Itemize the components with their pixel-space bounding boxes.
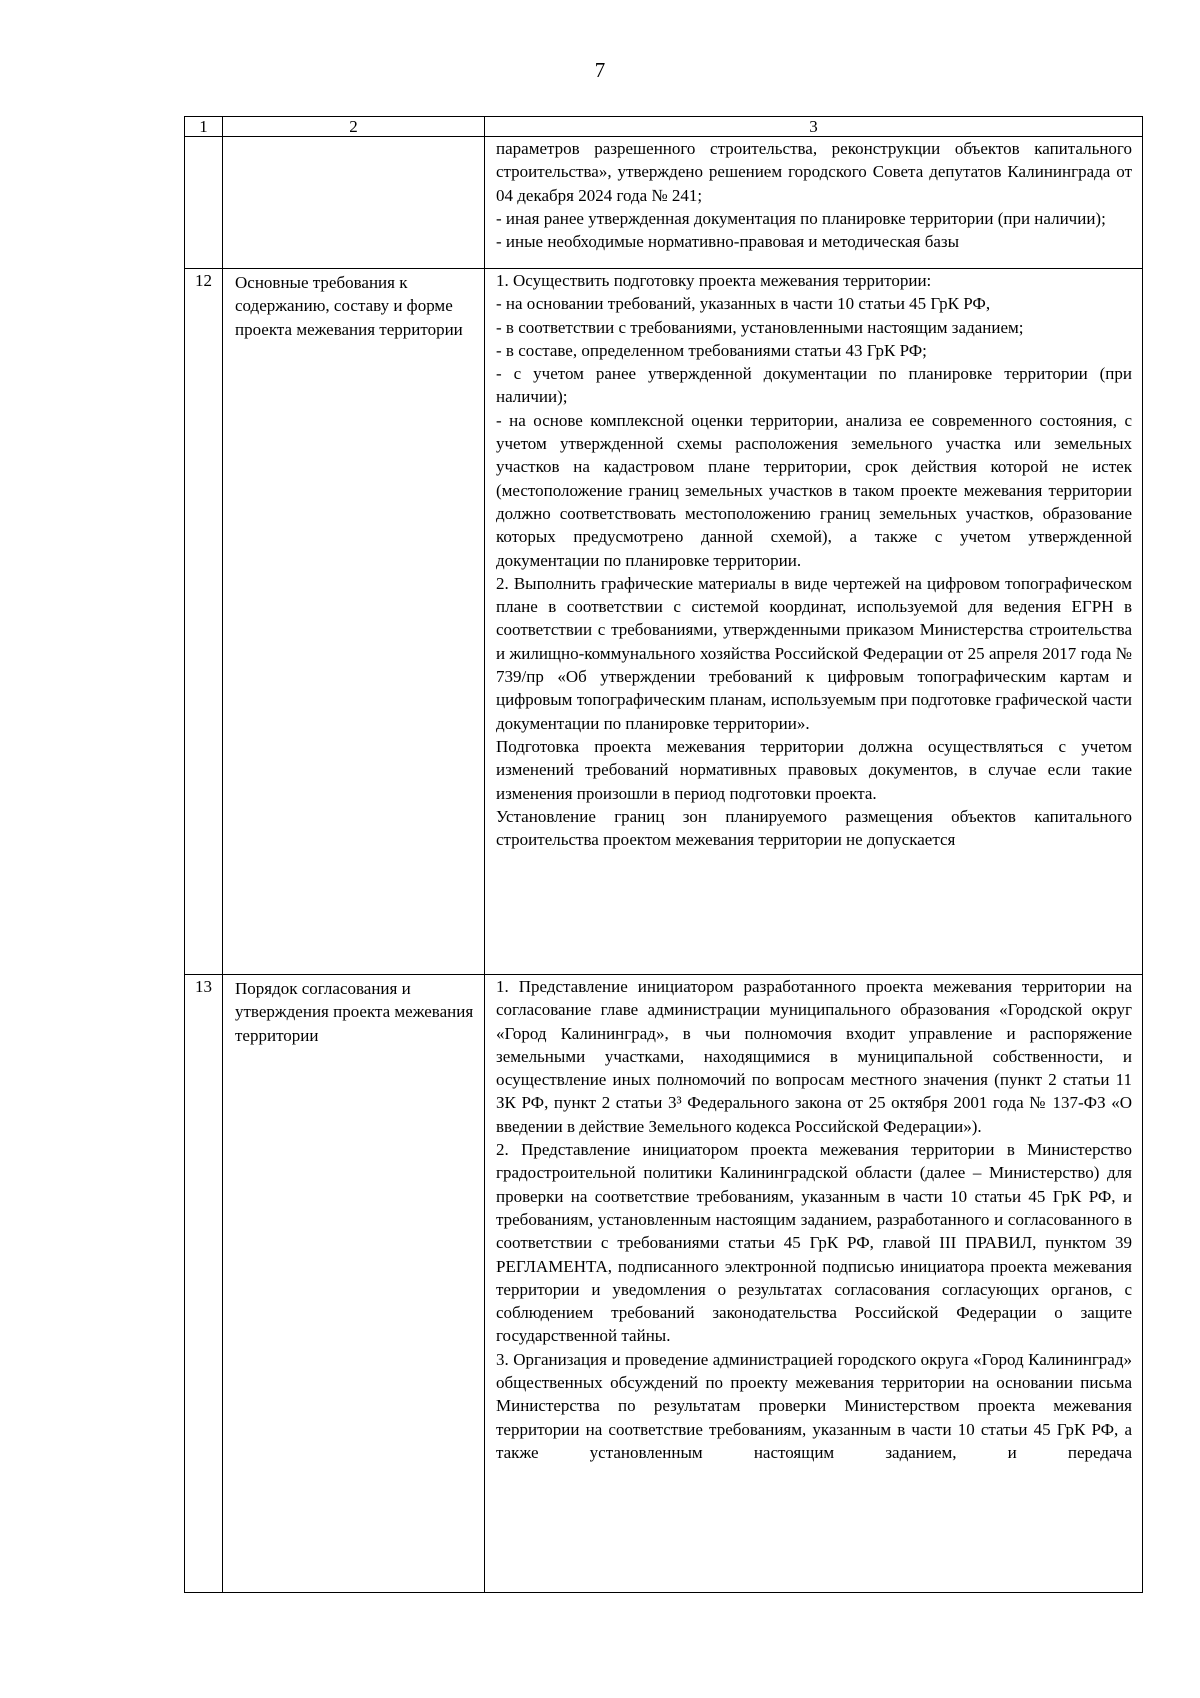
paragraph: 3. Организация и проведение администрацией городского округа «Город Калининград» общественных обсуждений по проекту межевания территории на основании письма Министерства по результатам проверки Министерством проекта межевания территории на соответствие требованиям, указанным в части 10 статьи 45 ГрК РФ, а также установленным настоящим заданием, и передача bbox=[496, 1349, 1132, 1462]
paragraph: Установление границ зон планируемого размещения объектов капитального строительства проектом межевания территории не допускается bbox=[496, 806, 1132, 850]
paragraph: 2. Представление инициатором проекта межевания территории в Министерство градостроительной политики Калининградской области (далее – Министерство) для проверки на соответствие требованиям, указанным в части 10 статьи 45 ГрК РФ, и требованиям, установленным настоящим заданием, разработанного и согласованного в соответствии с требованиями статьи 45 ГрК РФ, главой III ПРАВИЛ, пунктом 39 РЕГЛАМЕНТА, подписанного электронной подписью инициатора проекта межевания территории и уведомления о результатах согласования согласующих органов, с соблюдением требований законодательства Российской Федерации о защите государственной тайны. bbox=[496, 1140, 1132, 1346]
column-header: 3 bbox=[485, 117, 1143, 137]
paragraph: - в составе, определенном требованиями статьи 43 ГрК РФ; bbox=[496, 340, 927, 360]
row-label: Основные требования к содержанию, составу и форме проекта межевания территории bbox=[223, 269, 485, 975]
row-content bbox=[485, 269, 1143, 975]
table-header-row bbox=[185, 117, 1143, 137]
paragraph: параметров разрешенного строительства, реконструкции объектов капитального строительства», утверждено решением городского Совета депутатов Калининграда от 04 декабря 2024 года № 241; bbox=[496, 139, 1132, 205]
row-number: 13 bbox=[185, 975, 223, 1593]
row-label: Порядок согласования и утверждения проекта межевания территории bbox=[223, 975, 485, 1593]
table-row bbox=[185, 137, 1143, 269]
table-row bbox=[185, 269, 1143, 975]
paragraph: 2. Выполнить графические материалы в виде чертежей на цифровом топографическом плане в соответствии с системой координат, используемой для ведения ЕГРН в соответствии с требованиями, утвержденными приказом Министерства строительства и жилищно-коммунального хозяйства Российской Федерации от 25 апреля 2017 года № 739/пр «Об утверждении требований к цифровым топографическим картам и цифровым топографическим планам, используемым при подготовке графической части документации по планировке территории». bbox=[496, 573, 1132, 733]
column-header: 1 bbox=[185, 117, 223, 137]
paragraph: - на основании требований, указанных в части 10 статьи 45 ГрК РФ, bbox=[496, 294, 991, 314]
paragraph: - в соответствии с требованиями, установленными настоящим заданием; bbox=[496, 317, 1024, 337]
paragraph: - иные необходимые нормативно-правовая и методическая базы bbox=[496, 232, 960, 252]
table-row bbox=[185, 975, 1143, 1593]
page-number: 7 bbox=[594, 58, 606, 82]
row-number bbox=[185, 137, 223, 269]
paragraph: Подготовка проекта межевания территории должна осуществляться с учетом изменений требований нормативных правовых документов, в случае если такие изменения произошли в период подготовки проекта. bbox=[496, 736, 1132, 803]
paragraph: 1. Представление инициатором разработанного проекта межевания территории на согласование главе администрации муниципального образования «Городской округ «Город Калининград», в чьи полномочия входит управление и распоряжение земельными участками, находящимися в муниципальной собственности, и осуществление иных полномочий по вопросам местного значения (пункт 2 статьи 11 ЗК РФ, пункт 2 статьи 3³ Федерального закона от 25 октября 2001 года № 137-ФЗ «О введении в действие Земельного кодекса Российской Федерации»). bbox=[496, 977, 1132, 1136]
paragraph: 1. Осуществить подготовку проекта межевания территории: bbox=[496, 271, 932, 290]
row-number: 12 bbox=[185, 269, 223, 975]
row-content bbox=[485, 975, 1143, 1593]
paragraph: - с учетом ранее утвержденной документации по планировке территории (при наличии); bbox=[496, 364, 1132, 407]
paragraph: - иная ранее утвержденная документация по планировке территории (при наличии); bbox=[496, 208, 1106, 228]
row-content bbox=[485, 137, 1143, 269]
row-label bbox=[223, 137, 485, 269]
column-header: 2 bbox=[223, 117, 485, 137]
paragraph: - на основе комплексной оценки территории, анализа ее современного состояния, с учетом утвержденной схемы расположения земельного участка или земельных участков на кадастровом плане территории, срок действия которой не истек (местоположение границ земельных участков в таком проекте межевания территории должно соответствовать местоположению границ земельных участков, образование которых предусмотрено данной схемой), а также с учетом утвержденной документации по планировке территории. bbox=[496, 410, 1132, 570]
requirements-table bbox=[184, 116, 1143, 1593]
